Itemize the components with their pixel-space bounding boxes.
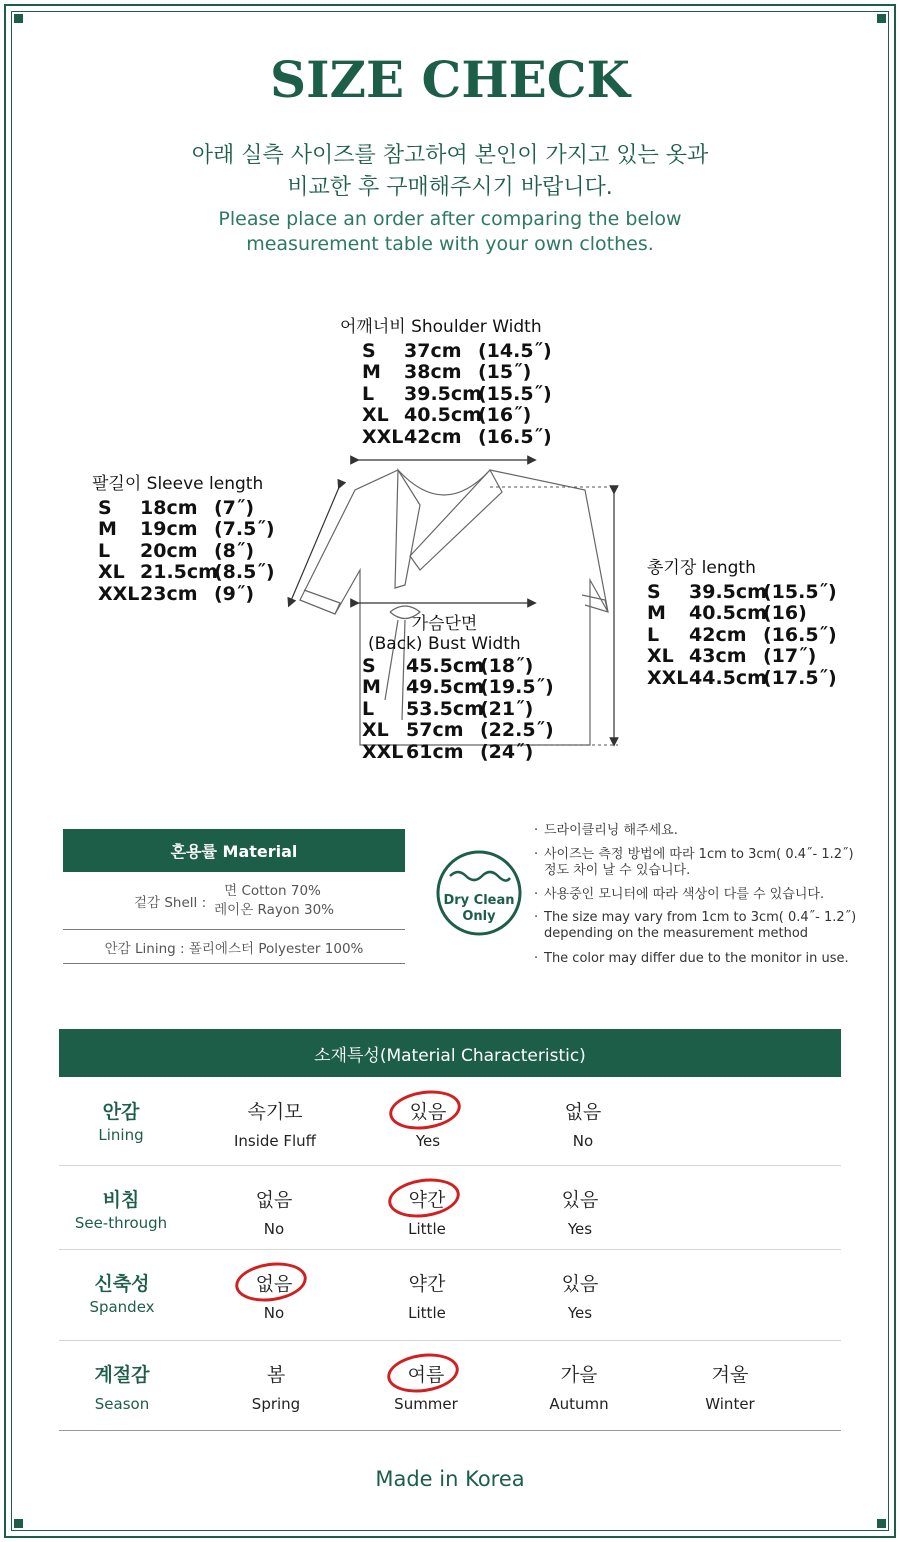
care-note: · The size may vary from 1cm to 3cm( 0.4˝- 1.2˝) [534, 910, 857, 925]
size-label: S [647, 581, 661, 603]
cm-value: 45.5cm [406, 655, 484, 677]
option-cell [200, 1360, 352, 1413]
inch-value: (15.5˝) [478, 382, 552, 405]
option-en: Yes [567, 1220, 593, 1238]
bust-width-title-ko: 가슴단면 [411, 614, 478, 634]
cm-value: 57cm [406, 719, 464, 742]
dry-clean-tub-icon [436, 850, 522, 936]
option-ko: 가을 [560, 1364, 598, 1386]
option-en: Little [408, 1220, 446, 1238]
inch-value: (8˝) [214, 539, 255, 562]
inch-value: (14.5˝) [478, 340, 552, 362]
option-ko: 없음 [255, 1273, 293, 1295]
corner-square-bottom-left [14, 1519, 23, 1528]
size-row [647, 646, 837, 667]
size-row [647, 668, 837, 689]
care-note: · The color may differ due to the monitor in use. [534, 951, 849, 966]
option-en: Yes [415, 1132, 441, 1150]
cm-value: 42cm [404, 425, 462, 448]
inch-value: (18˝) [480, 655, 534, 677]
label-en: See-through [74, 1214, 168, 1232]
inch-value: (9˝) [214, 582, 255, 605]
size-label: L [362, 382, 375, 405]
option-en: No [572, 1132, 594, 1150]
size-row [362, 362, 552, 383]
made-in-korea: Made in Korea [375, 1467, 525, 1491]
corner-square-bottom-right [877, 1519, 886, 1528]
cm-value: 38cm [404, 361, 462, 384]
size-row [362, 405, 552, 426]
option-cell-selected [198, 1269, 350, 1322]
option-en: No [263, 1220, 285, 1238]
size-label: XXL [362, 740, 404, 763]
care-note-text: 드라이클리닝 해주세요. [544, 823, 678, 838]
material-shell-row [63, 872, 405, 930]
option-cell-selected [351, 1185, 503, 1238]
dry-clean-line-2: Only [462, 909, 496, 924]
label-en: Lining [98, 1126, 144, 1144]
characteristic-row-spandex [59, 1249, 841, 1341]
option-cell [199, 1097, 351, 1150]
bust-width-rows [362, 656, 554, 763]
cm-value: 42cm [689, 623, 747, 646]
size-row [647, 625, 837, 646]
inch-value: (19.5˝) [480, 676, 554, 699]
row-label [45, 1097, 197, 1144]
size-row [98, 541, 275, 562]
size-row [362, 677, 554, 698]
size-row [98, 584, 275, 605]
size-row [362, 720, 554, 741]
size-row [98, 498, 275, 519]
care-note-text: depending on the measurement method [544, 926, 809, 941]
label-ko: 신축성 [94, 1273, 150, 1295]
subtitle-korean-line-1: 아래 실측 사이즈를 참고하여 본인이 가지고 있는 옷과 [191, 143, 709, 168]
care-note-text: 사이즈는 측정 방법에 따라 1cm to 3cm( 0.4˝- 1.2˝) [544, 847, 854, 862]
dry-clean-line-1: Dry Clean [443, 893, 515, 908]
option-en: Winter [705, 1395, 755, 1413]
care-note-text: 정도 차이 날 수 있습니다. [544, 863, 691, 878]
inch-value: (7.5˝) [214, 518, 275, 541]
material-table [63, 829, 405, 964]
option-ko: 없음 [255, 1189, 293, 1211]
cm-value: 53.5cm [406, 697, 484, 720]
inch-value: (17˝) [763, 645, 817, 668]
inch-value: (21˝) [480, 697, 534, 720]
characteristic-row-season [59, 1340, 841, 1431]
size-label: XL [98, 561, 125, 584]
option-en: No [263, 1304, 285, 1322]
size-label: S [362, 340, 376, 362]
option-en: Spring [251, 1395, 301, 1413]
lining-text: 안감 Lining : 폴리에스터 Polyester 100% [104, 940, 364, 957]
option-cell [503, 1360, 655, 1413]
inch-value: (7˝) [214, 497, 255, 519]
option-ko: 봄 [266, 1364, 286, 1386]
option-en: Summer [394, 1395, 458, 1413]
size-label: M [362, 361, 381, 384]
care-note-continued [534, 926, 808, 942]
care-note: · 사용중인 모니터에 따라 색상이 다를 수 있습니다. [534, 887, 825, 902]
size-row [362, 341, 552, 362]
option-cell [351, 1269, 503, 1322]
sleeve-length-rows [92, 498, 275, 605]
shell-label: 겉감 Shell : [133, 894, 207, 911]
size-label: S [362, 655, 376, 677]
bust-width-block [362, 609, 554, 763]
size-label: S [98, 497, 112, 519]
size-label: M [362, 676, 381, 699]
cm-value: 39.5cm [404, 382, 482, 405]
size-label: XL [647, 645, 674, 668]
option-ko: 있음 [561, 1189, 599, 1211]
care-note: · 사이즈는 측정 방법에 따라 1cm to 3cm( 0.4˝- 1.2˝) [534, 847, 854, 862]
size-label: XL [362, 404, 389, 427]
inch-value: (16.5˝) [763, 623, 837, 646]
size-label: XL [362, 719, 389, 742]
shoulder-width-rows [340, 341, 552, 448]
inch-value: (17.5˝) [763, 666, 837, 689]
row-label [46, 1360, 198, 1413]
cm-value: 18cm [140, 497, 198, 519]
size-label: L [98, 539, 111, 562]
sleeve-length-arrow [290, 485, 340, 603]
option-ko: 여름 [407, 1364, 445, 1386]
inch-value: (16.5˝) [478, 425, 552, 448]
cm-value: 37cm [404, 340, 462, 362]
subtitle-english-line-2: measurement table with your own clothes. [246, 233, 654, 255]
subtitle-korean-line-2: 비교한 후 구매해주시기 바랍니다. [287, 175, 613, 200]
option-ko: 없음 [564, 1101, 602, 1123]
option-cell [504, 1185, 656, 1238]
label-ko: 비침 [102, 1189, 140, 1211]
cm-value: 40.5cm [404, 404, 482, 427]
size-row [362, 384, 552, 405]
row-label [45, 1185, 197, 1232]
material-lining-row [63, 930, 405, 964]
shell-rayon: 레이온 Rayon 30% [214, 901, 335, 918]
cm-value: 49.5cm [406, 676, 484, 699]
size-label: M [647, 602, 666, 625]
selected-circle-mark [386, 1174, 463, 1222]
size-label: XXL [98, 582, 140, 605]
option-cell [507, 1097, 659, 1150]
option-ko: 속기모 [247, 1101, 303, 1123]
cm-value: 43cm [689, 645, 747, 668]
cm-value: 21.5cm [140, 561, 218, 584]
size-label: L [647, 623, 660, 646]
shoulder-width-block [340, 312, 552, 448]
selected-circle-mark [385, 1349, 462, 1397]
option-en: Autumn [549, 1395, 609, 1413]
label-en: Spandex [89, 1298, 155, 1316]
shell-values [214, 882, 334, 920]
cm-value: 61cm [406, 740, 464, 763]
option-en: Inside Fluff [233, 1132, 317, 1150]
option-cell-selected [350, 1360, 502, 1413]
size-row [647, 582, 837, 603]
shoulder-width-title: 어깨너비 Shoulder Width [340, 317, 542, 337]
page-title: SIZE CHECK [270, 50, 630, 109]
option-ko: 있음 [409, 1101, 447, 1123]
total-length-block [647, 553, 837, 689]
option-cell [198, 1185, 350, 1238]
size-row [647, 603, 837, 624]
label-en: Season [94, 1395, 150, 1413]
selected-circle-mark [387, 1086, 464, 1134]
option-en: Yes [567, 1304, 593, 1322]
bust-width-title-en: (Back) Bust Width [368, 634, 521, 654]
size-row [362, 427, 552, 448]
material-table-header: 혼용률 Material [63, 829, 405, 872]
option-ko: 약간 [408, 1273, 446, 1295]
care-note-text: The size may vary from 1cm to 3cm( 0.4˝- 1.2˝) [544, 910, 857, 925]
size-row [98, 519, 275, 540]
inch-value: (22.5˝) [480, 719, 554, 742]
label-ko: 계절감 [94, 1364, 150, 1386]
inch-value: (8.5˝) [214, 561, 275, 584]
inch-value: (24˝) [480, 740, 534, 763]
characteristic-row-lining [59, 1077, 841, 1166]
option-ko: 있음 [561, 1273, 599, 1295]
size-label: L [362, 697, 375, 720]
option-cell [504, 1269, 656, 1322]
inch-value: (16˝) [478, 404, 532, 427]
care-note-text: 사용중인 모니터에 따라 색상이 다를 수 있습니다. [544, 887, 825, 902]
sleeve-length-block [92, 469, 275, 605]
shell-cotton: 면 Cotton 70% [224, 882, 321, 899]
label-ko: 안감 [102, 1101, 140, 1123]
row-label [46, 1269, 198, 1316]
size-row [362, 699, 554, 720]
option-cell-selected [352, 1097, 504, 1150]
cm-value: 20cm [140, 539, 198, 562]
characteristic-row-see-through [59, 1165, 841, 1250]
option-en: Little [408, 1304, 446, 1322]
size-label: XXL [647, 666, 689, 689]
size-row [362, 656, 554, 677]
inch-value: (15˝) [478, 361, 532, 384]
size-label: XXL [362, 425, 404, 448]
option-ko: 겨울 [711, 1364, 749, 1386]
total-length-rows [647, 582, 837, 689]
cm-value: 23cm [140, 582, 198, 605]
size-row [98, 562, 275, 583]
inch-value: (16) [763, 602, 807, 625]
cm-value: 44.5cm [689, 666, 767, 689]
option-ko: 약간 [408, 1189, 446, 1211]
subtitle-english-line-1: Please place an order after comparing the below [218, 208, 682, 230]
care-note: · 드라이클리닝 해주세요. [534, 823, 678, 838]
cm-value: 40.5cm [689, 602, 767, 625]
cm-value: 19cm [140, 518, 198, 541]
selected-circle-mark [233, 1258, 310, 1306]
care-note-text: The color may differ due to the monitor in use. [544, 951, 849, 966]
cm-value: 39.5cm [689, 581, 767, 603]
option-cell [654, 1360, 806, 1413]
inch-value: (15.5˝) [763, 581, 837, 603]
sleeve-length-title: 팔길이 Sleeve length [92, 474, 264, 494]
total-length-title: 총기장 length [647, 558, 756, 578]
size-label: M [98, 518, 117, 541]
material-characteristic-header: 소재특성(Material Characteristic) [59, 1029, 841, 1077]
size-row [362, 742, 554, 763]
care-note-continued [534, 863, 690, 879]
